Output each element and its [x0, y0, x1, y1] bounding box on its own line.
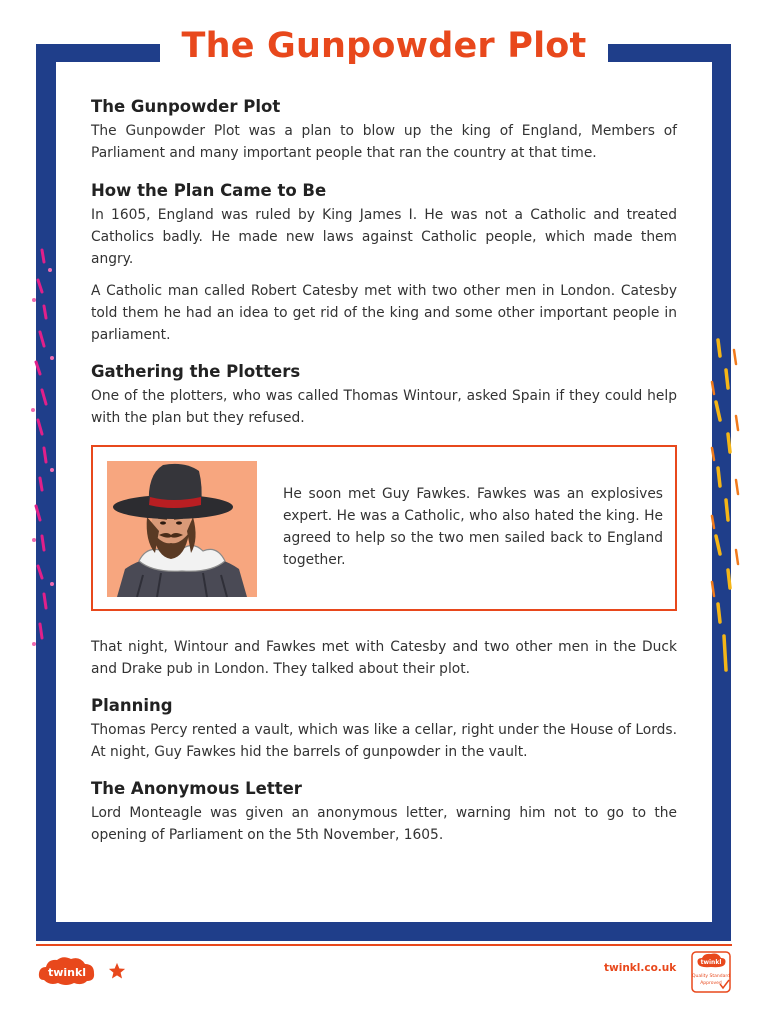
- svg-text:twinkl: twinkl: [700, 959, 722, 966]
- fireworks-left-decoration: [30, 240, 58, 660]
- section-text: That night, Wintour and Fawkes met with Catesby and two other men in the Duck and Drake pub in London. They talked about their plot.: [91, 639, 677, 677]
- star-icon: [108, 962, 126, 980]
- section-heading: The Gunpowder Plot: [91, 97, 281, 116]
- quality-badge-icon: [690, 950, 732, 994]
- section-text: Thomas Percy rented a vault, which was like a cellar, right under the House of Lords. At night, Guy Fawkes hid the barrels of gunpowder in the vault.: [91, 722, 677, 760]
- section-plotters: [91, 361, 677, 429]
- section-heading: How the Plan Came to Be: [91, 181, 327, 200]
- section-intro: [91, 96, 677, 164]
- section-text: A Catholic man called Robert Catesby met with two other men in London. Catesby told them he had an idea to get rid of the king and some other important people in parliament.: [91, 283, 677, 343]
- svg-text:Quality Standard: Quality Standard: [692, 974, 730, 979]
- site-url[interactable]: twinkl.co.uk: [604, 962, 677, 974]
- section-letter: [91, 778, 677, 846]
- section-text: Lord Monteagle was given an anonymous letter, warning him not to go to the opening of Parliament on the 5th November, 1605.: [91, 805, 677, 843]
- section-text: In 1605, England was ruled by King James I. He was not a Catholic and treated Catholics badly. He made new laws against Catholic people, which made them angry.: [91, 207, 677, 267]
- section-heading: The Anonymous Letter: [91, 779, 302, 798]
- section-text: One of the plotters, who was called Thomas Wintour, asked Spain if they could help with the plan but they refused.: [91, 388, 677, 426]
- fireworks-right-decoration: [708, 330, 744, 690]
- footer-divider: [36, 944, 732, 946]
- section-planning: [91, 695, 677, 763]
- svg-text:Approved: Approved: [700, 981, 722, 986]
- twinkl-logo[interactable]: [36, 954, 98, 988]
- page-title: The Gunpowder Plot: [181, 26, 587, 66]
- section-heading: Gathering the Plotters: [91, 362, 301, 381]
- svg-text:twinkl: twinkl: [47, 966, 87, 979]
- callout-box: [91, 445, 677, 611]
- section-heading: Planning: [91, 696, 173, 715]
- guy-fawkes-portrait: [107, 461, 257, 597]
- section-text: The Gunpowder Plot was a plan to blow up the king of England, Members of Parliament and many important people that ran the country at that time.: [91, 123, 677, 161]
- callout-text: He soon met Guy Fawkes. Fawkes was an explosives expert. He was a Catholic, who also hated the king. He agreed to help so the two men sailed back to England together.: [283, 486, 663, 568]
- section-plan: [91, 180, 677, 270]
